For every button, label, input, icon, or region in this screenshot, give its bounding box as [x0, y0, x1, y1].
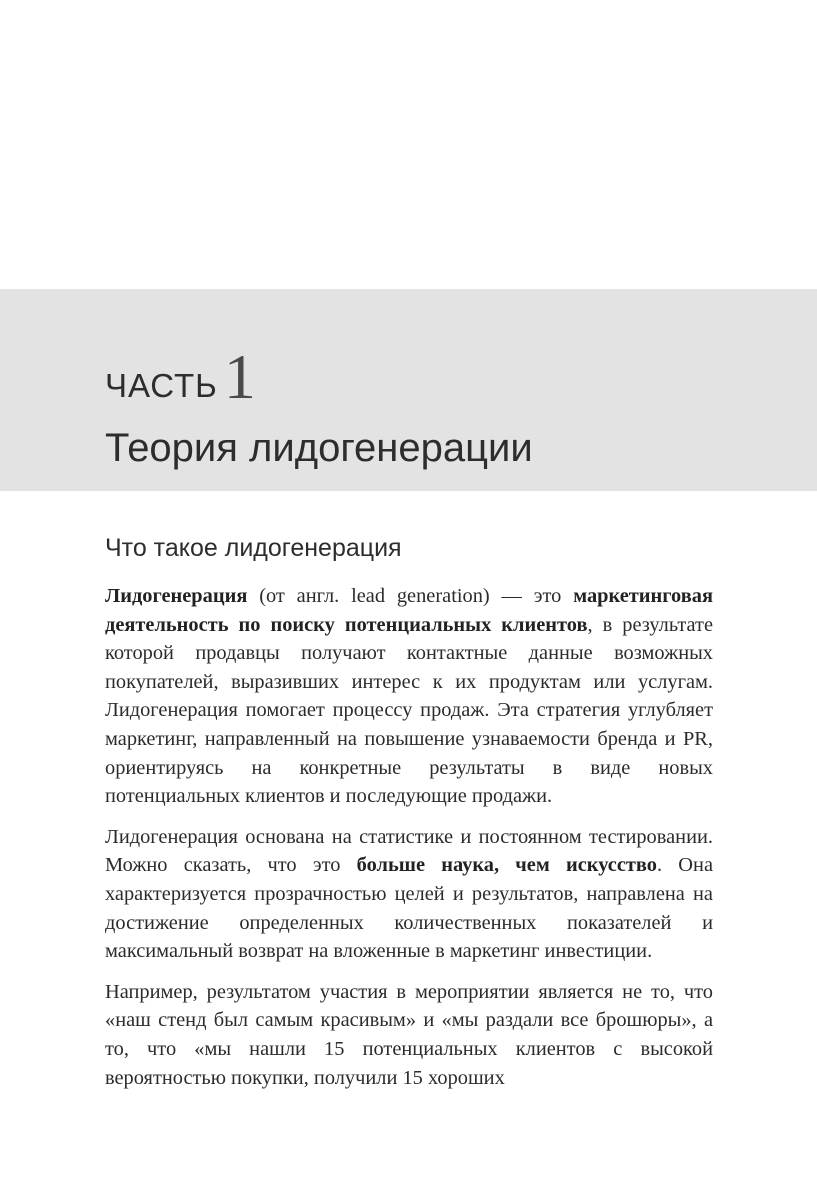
paragraph-1-text-a: (от англ. lead generation) — это — [247, 585, 574, 607]
definition-bold: маркетинговая деятельность по поиску потенциальных клиентов — [105, 585, 713, 636]
part-title: Теория лидогенерации — [105, 426, 533, 470]
paragraph-1 — [105, 582, 713, 811]
paragraph-2-text-b: . Она характеризуется прозрачностью целей и результатов, направлена на достижение определенных количественных показателей и максимальный возврат на вложенные в маркетинг инвестиции. — [105, 854, 713, 963]
paragraph-3 — [105, 978, 713, 1092]
paragraph-2-text-a: Лидогенерация основана на статистике и постоянном тестировании. Можно сказать, что это — [105, 825, 713, 877]
body-text — [105, 582, 713, 1104]
paragraph-3-text: Например, результатом участия в мероприятии является не то, что «наш стенд был самым красивым» и «мы раздали все брошюры», а то, что «мы нашли 15 потенциальных клиентов с высокой вероятностью покупки, получили 15 хороших — [105, 980, 713, 1089]
part-number: 1 — [223, 341, 256, 413]
part-label-row — [105, 336, 256, 413]
emphasis-bold: больше наука, чем искусство — [356, 854, 657, 877]
paragraph-2 — [105, 823, 713, 966]
paragraph-1-text-b: , в результате которой продавцы получают контактные данные возможных покупателей, выразивших интерес к их продуктам или услугам. Лидогенерация помогает процессу продаж. Эта стратегия углубляет маркетинг, направленный на повышение узнаваемости бренда и PR, ориентируясь на конкретные результаты в виде новых потенциальных клиентов и последующие продажи. — [105, 613, 714, 808]
part-label: ЧАСТЬ — [105, 367, 218, 404]
term-bold: Лидогенерация — [105, 585, 248, 607]
section-title: Что такое лидогенерация — [105, 534, 402, 562]
